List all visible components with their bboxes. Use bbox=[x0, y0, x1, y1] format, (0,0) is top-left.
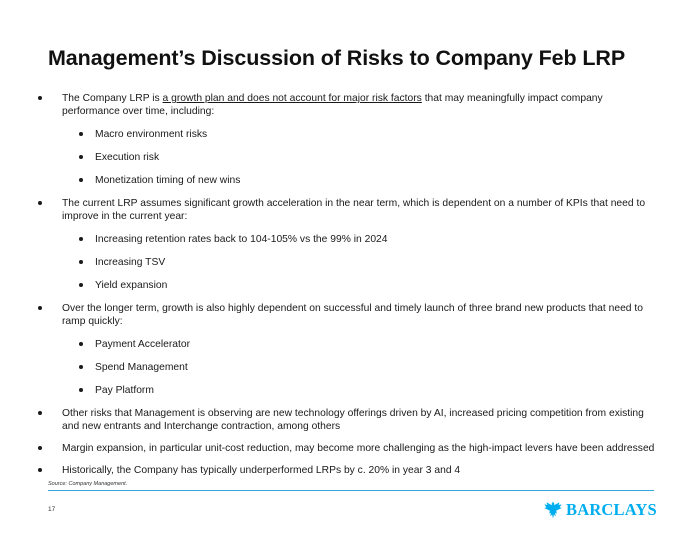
bullet-text: that may meaningfully impact company performance over time, including: bbox=[62, 93, 603, 117]
sub-bullet-item: Payment Accelerator bbox=[34, 338, 659, 351]
barclays-logo bbox=[543, 498, 657, 522]
sub-bullet-list bbox=[34, 128, 659, 187]
sub-bullet-item: Spend Management bbox=[34, 361, 659, 374]
footer-divider bbox=[48, 490, 654, 491]
page-number: 17 bbox=[48, 506, 56, 513]
sub-bullet-item: Execution risk bbox=[34, 151, 659, 164]
bullet-text-underlined: a growth plan and does not account for major risk factors bbox=[162, 93, 422, 104]
bullet-text: The current LRP assumes significant growth acceleration in the near term, which is dependent on a number of KPIs that need to improve in the current year: bbox=[62, 198, 646, 222]
page-title: Management’s Discussion of Risks to Company Feb LRP bbox=[48, 46, 626, 70]
bullet-item bbox=[34, 92, 659, 187]
bullet-text: Over the longer term, growth is also highly dependent on successful and timely launch of three brand new products that need to ramp quickly: bbox=[62, 303, 643, 327]
sub-bullet-item: Increasing TSV bbox=[34, 256, 659, 269]
bullet-item: Other risks that Management is observing are new technology offerings driven by AI, increased pricing competition from existing and new entrants and Interchange contraction, among others bbox=[34, 407, 659, 433]
bullet-item: Margin expansion, in particular unit-cost reduction, may become more challenging as the high-impact levers have been addressed bbox=[34, 442, 659, 455]
bullet-item: Historically, the Company has typically underperformed LRPs by c. 20% in year 3 and 4 bbox=[34, 464, 659, 477]
bullet-item bbox=[34, 302, 659, 397]
bullet-text: The Company LRP is bbox=[62, 93, 163, 104]
eagle-icon bbox=[543, 500, 563, 520]
bullet-list bbox=[34, 92, 659, 486]
bullet-item bbox=[34, 197, 659, 292]
source-note: Source: Company Management. bbox=[48, 481, 128, 487]
sub-bullet-list bbox=[34, 338, 659, 397]
sub-bullet-item: Increasing retention rates back to 104-105% vs the 99% in 2024 bbox=[34, 233, 659, 246]
sub-bullet-item: Yield expansion bbox=[34, 279, 659, 292]
sub-bullet-item: Monetization timing of new wins bbox=[34, 174, 659, 187]
sub-bullet-item: Pay Platform bbox=[34, 384, 659, 397]
sub-bullet-list bbox=[34, 233, 659, 292]
logo-text: BARCLAYS bbox=[566, 500, 657, 519]
sub-bullet-item: Macro environment risks bbox=[34, 128, 659, 141]
